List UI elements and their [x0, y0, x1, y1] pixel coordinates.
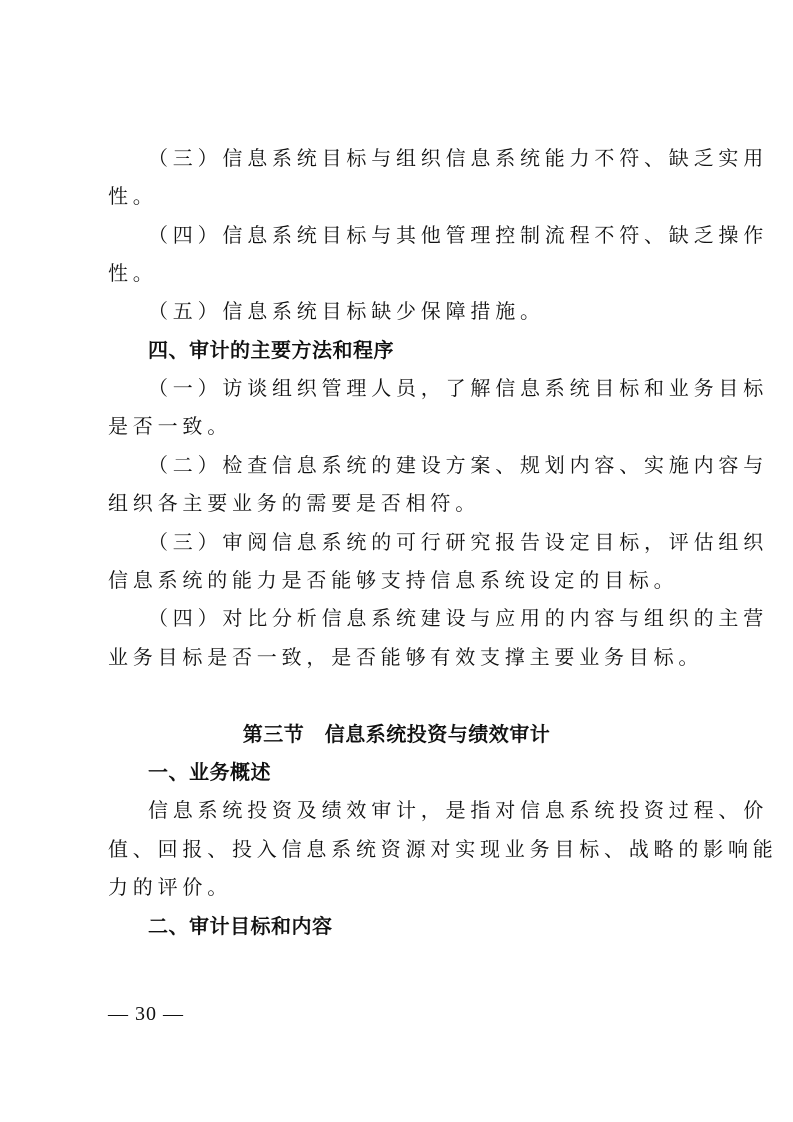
subheading: 二、审计目标和内容: [148, 914, 333, 938]
paragraph-line: （四）对比分析信息系统建设与应用的内容与组织的主营: [148, 606, 768, 630]
paragraph-line: 值、回报、投入信息系统资源对实现业务目标、战略的影响能: [108, 837, 778, 861]
paragraph-line: （二）检查信息系统的建设方案、规划内容、实施内容与: [148, 453, 768, 477]
section-title: 第三节 信息系统投资与绩效审计: [242, 722, 551, 746]
subheading: 四、审计的主要方法和程序: [148, 338, 394, 362]
paragraph-line: 信息系统投资及绩效审计，是指对信息系统投资过程、价: [148, 798, 768, 822]
paragraph-line: 性。: [108, 184, 158, 208]
paragraph-line: （五）信息系统目标缺少保障措施。: [148, 299, 545, 323]
subheading: 一、业务概述: [148, 760, 271, 784]
paragraph-line: 力的评价。: [108, 875, 232, 899]
paragraph-line: （一）访谈组织管理人员，了解信息系统目标和业务目标: [148, 376, 768, 400]
paragraph-line: （四）信息系统目标与其他管理控制流程不符、缺乏操作: [148, 223, 768, 247]
paragraph-line: （三）审阅信息系统的可行研究报告设定目标，评估组织: [148, 530, 768, 554]
paragraph-line: （三）信息系统目标与组织信息系统能力不符、缺乏实用: [148, 146, 768, 170]
page-number: — 30 —: [108, 1003, 184, 1025]
paragraph-line: 信息系统的能力是否能够支持信息系统设定的目标。: [108, 568, 679, 592]
paragraph-line: 组织各主要业务的需要是否相符。: [108, 491, 480, 515]
paragraph-line: 是否一致。: [108, 414, 232, 438]
paragraph-line: 业务目标是否一致，是否能够有效支撑主要业务目标。: [108, 645, 704, 669]
paragraph-line: 性。: [108, 261, 158, 285]
